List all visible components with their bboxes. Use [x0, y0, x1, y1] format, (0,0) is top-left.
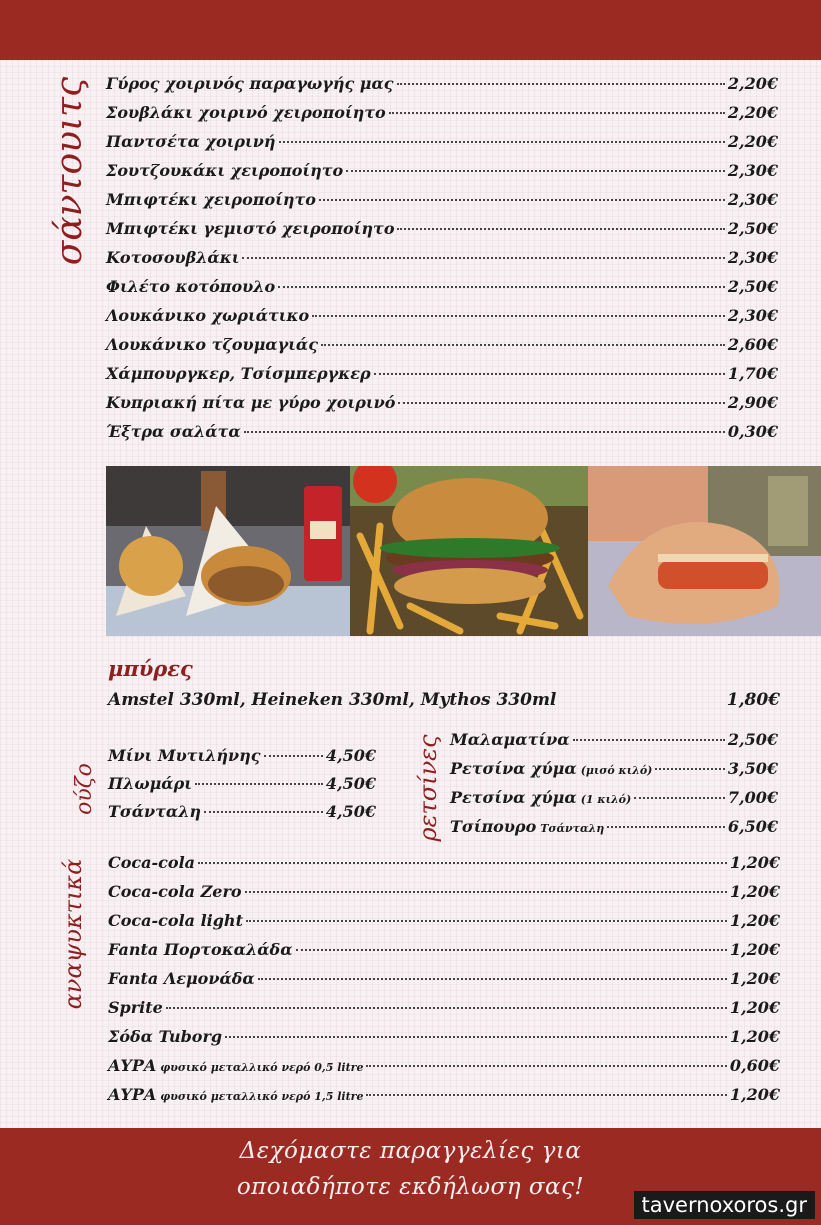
dot-leader	[312, 315, 725, 317]
menu-row	[106, 422, 778, 441]
item-price: 2,20€	[727, 103, 778, 122]
footer-line-2: οποιαδήποτε εκδήλωση σας!	[236, 1174, 585, 1200]
dot-leader	[244, 431, 725, 433]
beer-price: 1,80€	[726, 690, 780, 710]
menu-row	[106, 132, 778, 151]
dot-leader	[258, 978, 727, 980]
dot-leader	[607, 826, 725, 828]
menu-row	[108, 746, 376, 765]
item-price: 2,30€	[727, 306, 778, 325]
photo-burger	[350, 466, 588, 636]
dot-leader	[242, 257, 724, 259]
item-note: (μισό κιλό)	[580, 764, 653, 777]
item-price: 3,50€	[727, 759, 778, 778]
item-name: Γύρος χοιρινός παραγωγής μας	[106, 74, 394, 93]
item-note: φυσικό μεταλλικό νερό 1,5 litre	[160, 1090, 364, 1103]
item-name: Τσίπουρο	[450, 817, 537, 836]
item-name: Fanta Πορτοκαλάδα	[108, 940, 293, 959]
menu-row	[106, 190, 778, 209]
menu-row	[108, 911, 780, 930]
dot-leader	[166, 1007, 727, 1009]
photo-pita	[588, 466, 821, 636]
item-name: Μαλαματίνα	[450, 730, 570, 749]
item-name: Μπιφτέκι χειροποίητο	[106, 190, 316, 209]
dot-leader	[198, 862, 727, 864]
item-name: Τσάνταλη	[108, 802, 202, 821]
item-name: Λουκάνικο χωριάτικο	[106, 306, 310, 325]
menu-row	[108, 940, 780, 959]
menu-row	[106, 74, 778, 93]
dot-leader	[319, 199, 725, 201]
item-price: 1,20€	[729, 853, 780, 872]
menu-row	[106, 277, 778, 296]
item-price: 2,50€	[727, 219, 778, 238]
menu-row	[108, 1056, 780, 1075]
dot-leader	[321, 344, 725, 346]
item-price: 1,20€	[729, 940, 780, 959]
menu-row	[106, 364, 778, 383]
dot-leader	[204, 811, 323, 813]
item-price: 1,70€	[727, 364, 778, 383]
item-price: 4,50€	[325, 802, 376, 821]
item-price: 1,20€	[729, 998, 780, 1017]
beer-row	[108, 690, 780, 710]
photo-gyros	[106, 466, 350, 636]
item-name: Έξτρα σαλάτα	[106, 422, 241, 441]
ouzo-title: ούζο	[72, 763, 97, 815]
item-name: Παντσέτα χοιρινή	[106, 132, 276, 151]
dot-leader	[398, 402, 725, 404]
item-name: Σουτζουκάκι χειροποίητο	[106, 161, 344, 180]
item-note: φυσικό μεταλλικό νερό 0,5 litre	[160, 1061, 364, 1074]
menu-row	[108, 969, 780, 988]
dot-leader	[573, 739, 725, 741]
item-price: 1,20€	[729, 1085, 780, 1104]
menu-row	[106, 219, 778, 238]
dot-leader	[278, 286, 725, 288]
item-price: 0,30€	[727, 422, 778, 441]
dot-leader	[366, 1094, 726, 1096]
item-price: 2,20€	[727, 74, 778, 93]
item-price: 6,50€	[727, 817, 778, 836]
dot-leader	[397, 228, 724, 230]
item-price: 0,60€	[729, 1056, 780, 1075]
menu-row	[450, 759, 778, 778]
dot-leader	[296, 949, 727, 951]
item-name: Coca-cola light	[108, 911, 243, 930]
item-name: Σόδα Tuborg	[108, 1027, 223, 1046]
dot-leader	[245, 891, 727, 893]
item-name: Σουβλάκι χοιρινό χειροποίητο	[106, 103, 386, 122]
item-price: 2,20€	[727, 132, 778, 151]
item-name: Κοτοσουβλάκι	[106, 248, 240, 267]
menu-row	[108, 882, 780, 901]
dot-leader	[397, 83, 725, 85]
dot-leader	[225, 1036, 727, 1038]
menu-row	[108, 774, 376, 793]
menu-row	[450, 730, 778, 749]
dot-leader	[195, 783, 323, 785]
item-name: Λουκάνικο τζουμαγιάς	[106, 335, 318, 354]
dot-leader	[366, 1065, 726, 1067]
item-price: 2,90€	[727, 393, 778, 412]
item-name: ΑΥΡΑ	[108, 1085, 157, 1104]
menu-row	[106, 393, 778, 412]
top-banner	[0, 0, 821, 60]
item-price: 2,50€	[727, 277, 778, 296]
dot-leader	[634, 797, 725, 799]
dot-leader	[389, 112, 725, 114]
item-price: 1,20€	[729, 969, 780, 988]
item-name: Πλωμάρι	[108, 774, 192, 793]
item-price: 2,30€	[727, 161, 778, 180]
item-name: ΑΥΡΑ	[108, 1056, 157, 1075]
sandwiches-title: σάντουιτς	[49, 76, 90, 266]
menu-row	[108, 1085, 780, 1104]
dot-leader	[279, 141, 725, 143]
item-price: 2,30€	[727, 190, 778, 209]
item-name: Coca-cola Zero	[108, 882, 242, 901]
menu-row	[106, 161, 778, 180]
retsina-title: ρετσίνες	[414, 734, 442, 842]
item-price: 7,00€	[727, 788, 778, 807]
site-watermark: tavernoxoros.gr	[634, 1191, 815, 1219]
item-name: Fanta Λεμονάδα	[108, 969, 255, 988]
footer-line-1: Δεχόμαστε παραγγελίες για	[239, 1138, 582, 1164]
menu-row	[108, 1027, 780, 1046]
menu-row	[450, 817, 778, 836]
item-name: Φιλέτο κοτόπουλο	[106, 277, 276, 296]
item-price: 1,20€	[729, 882, 780, 901]
item-name: Χάμπουργκερ, Τσίσμπεργκερ	[106, 364, 371, 383]
item-name: Sprite	[108, 998, 163, 1017]
item-name: Ρετσίνα χύμα	[450, 759, 577, 778]
dot-leader	[374, 373, 725, 375]
dot-leader	[655, 768, 725, 770]
menu-row	[108, 802, 376, 821]
item-note: (1 κιλό)	[580, 793, 632, 806]
item-name: Κυπριακή πίτα με γύρο χοιρινό	[106, 393, 396, 412]
menu-row	[106, 103, 778, 122]
item-name: Ρετσίνα χύμα	[450, 788, 577, 807]
menu-row	[106, 335, 778, 354]
menu-row	[108, 998, 780, 1017]
soft-drinks-title: αναψυκτικά	[59, 858, 87, 1010]
item-price: 1,20€	[729, 1027, 780, 1046]
item-price: 2,30€	[727, 248, 778, 267]
dot-leader	[246, 920, 727, 922]
menu-row	[450, 788, 778, 807]
item-price: 4,50€	[325, 774, 376, 793]
item-note: Τσάνταλη	[540, 822, 605, 835]
dot-leader	[264, 755, 323, 757]
beers-title: μπύρες	[108, 656, 193, 681]
beer-name: Amstel 330ml, Heineken 330ml, Mythos 330ml	[108, 690, 557, 710]
menu-row	[106, 306, 778, 325]
item-price: 1,20€	[729, 911, 780, 930]
item-name: Coca-cola	[108, 853, 196, 872]
item-price: 2,60€	[727, 335, 778, 354]
menu-row	[108, 853, 780, 872]
item-price: 4,50€	[325, 746, 376, 765]
item-price: 2,50€	[727, 730, 778, 749]
item-name: Μίνι Μυτιλήνης	[108, 746, 261, 765]
dot-leader	[346, 170, 725, 172]
item-name: Μπιφτέκι γεμιστό χειροποίητο	[106, 219, 395, 238]
menu-row	[106, 248, 778, 267]
